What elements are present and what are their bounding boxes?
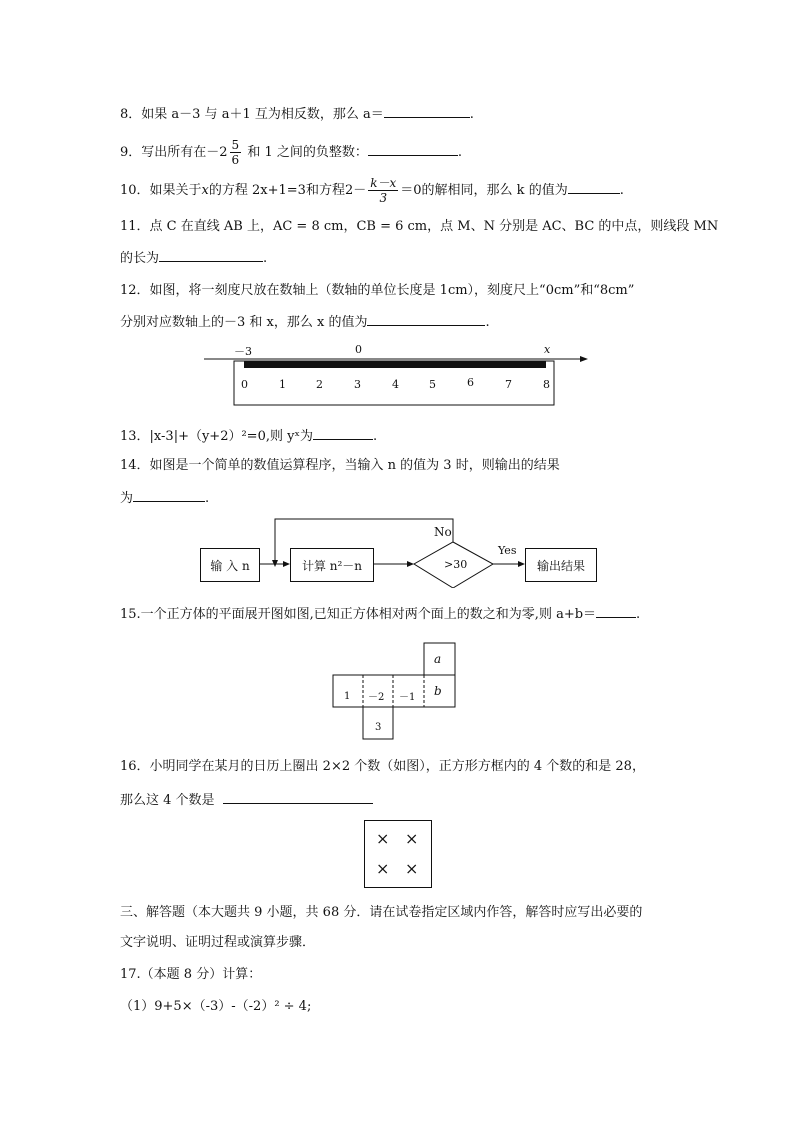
yes-label: Yes [498, 544, 517, 557]
q17-part-1: （1）9+5×（-3）-（-2）² ÷ 4; [120, 999, 312, 1014]
question-12-line-2 [120, 312, 490, 332]
face-neg1: －1 [399, 692, 416, 703]
answer-blank [596, 604, 636, 618]
question-12-line-1 [120, 282, 634, 300]
q17-title: 17.（本题 8 分）计算： [120, 967, 262, 982]
flowchart [198, 516, 608, 588]
ruler-tick: 5 [429, 378, 436, 391]
question-14-line-1 [120, 457, 560, 475]
cube-net-figure [332, 642, 458, 742]
face-a: a [434, 652, 442, 666]
q14-text-2: 为 [120, 491, 134, 506]
face-neg2: －2 [368, 692, 385, 703]
ruler-tick: 0 [241, 378, 248, 391]
answer-blank [368, 142, 458, 156]
input-box: 输 入 n [200, 548, 260, 582]
no-label: No [434, 525, 452, 539]
q16-text-1: 16．小明同学在某月的日历上圈出 2×2 个数（如图），正方形方框内的 4 个数的和是 28， [120, 759, 645, 774]
section-3-line-2 [120, 934, 315, 952]
fraction: $\frac{k-x}{3}$ [370, 176, 397, 205]
question-9 [120, 138, 462, 167]
section-3-line-1 [120, 904, 642, 922]
axis-label-x: x [544, 343, 551, 356]
question-11-line-1 [120, 218, 718, 236]
q10-end: . [619, 183, 624, 198]
q14-end: . [205, 491, 210, 506]
ruler-figure [200, 340, 595, 408]
face-1: 1 [344, 691, 351, 702]
q10-two: 2－ [344, 183, 367, 198]
calendar-mark: × [376, 829, 390, 848]
calendar-mark: × [376, 859, 390, 878]
ruler-tick: 3 [354, 378, 361, 391]
ruler-tick: 4 [392, 378, 399, 391]
fraction: $\frac{5}{6}$ [231, 138, 240, 167]
section-3-text-1: 三、解答题（本大题共 9 小题，共 68 分．请在试卷指定区域内作答，解答时应写出必要的 [120, 905, 643, 920]
axis-label-zero: 0 [355, 343, 362, 356]
q10-text-2: 的方程 2x+1=3和方程 [208, 183, 345, 198]
section-3-text-2: 文字说明、证明过程或演算步骤． [120, 935, 316, 950]
ruler-tick: 6 [467, 376, 474, 389]
face-b: b [434, 684, 442, 698]
q11-text-2: 的长为 [120, 251, 160, 266]
question-13 [120, 426, 377, 446]
q10-text-3: ＝0的解相同，那么 k 的值为 [400, 183, 568, 198]
question-16-line-2 [120, 790, 373, 810]
calendar-square [364, 820, 432, 888]
output-box: 输出结果 [525, 548, 597, 582]
q14-text-1: 14．如图是一个简单的数值运算程序，当输入 n 的值为 3 时，则输出的结果 [120, 458, 560, 473]
question-17-title [120, 966, 261, 984]
q12-text-2: 分别对应数轴上的－3 和 x，那么 x 的值为 [120, 315, 368, 330]
q9-end: . [457, 145, 463, 160]
calendar-mark: × [405, 859, 419, 878]
answer-blank [223, 790, 373, 804]
question-8 [120, 104, 474, 124]
q10-var: x [201, 183, 209, 198]
answer-blank [133, 488, 205, 502]
q13-text: 13．|x-3|+（y+2）²=0,则 yˣ为 [120, 429, 313, 444]
q9-text-2: 和 1 之间的负整数： [247, 145, 368, 160]
question-10 [120, 176, 624, 205]
q13-end: . [372, 429, 378, 444]
answer-blank [313, 426, 373, 440]
question-11-line-2 [120, 248, 267, 268]
q12-end: . [485, 315, 490, 330]
number-axis [200, 340, 595, 408]
axis-label-neg3: －3 [234, 345, 252, 358]
q11-end: . [263, 251, 268, 266]
q15-end: . [636, 607, 641, 622]
q16-text-2: 那么这 4 个数是 [120, 793, 215, 808]
ruler-tick: 1 [279, 378, 286, 391]
q8-end: . [469, 107, 474, 122]
answer-blank [568, 180, 620, 194]
question-17-part-1 [120, 998, 311, 1016]
ruler-tick: 7 [505, 378, 512, 391]
calendar-mark: × [405, 829, 419, 848]
question-14-line-2 [120, 488, 209, 508]
question-16-line-1 [120, 758, 645, 776]
q15-text: 15.一个正方体的平面展开图如图,已知正方体相对两个面上的数之和为零,则 a+b＝ [120, 607, 597, 622]
answer-blank [159, 248, 263, 262]
ruler-tick: 2 [316, 378, 323, 391]
compute-box: 计算 n²－n [290, 548, 374, 582]
q8-text: 8．如果 a－3 与 a＋1 互为相反数，那么 a＝ [120, 107, 384, 122]
condition-label: >30 [444, 558, 468, 571]
answer-blank [384, 104, 470, 118]
q9-text-1: 9．写出所有在－2 [120, 145, 228, 160]
question-15 [120, 604, 640, 624]
answer-blank [367, 312, 485, 326]
q11-text-1: 11．点 C 在直线 AB 上，AC = 8 cm，CB = 6 cm，点 M、N 分别是 AC、BC 的中点，则线段 MN [120, 219, 719, 234]
face-3: 3 [375, 722, 382, 733]
ruler-tick: 8 [543, 378, 550, 391]
q12-text-1: 12．如图，将一刻度尺放在数轴上（数轴的单位长度是 1cm），刻度尺上“0cm”和“8cm” [120, 283, 635, 298]
q10-text-1: 10．如果关于 [120, 183, 202, 198]
